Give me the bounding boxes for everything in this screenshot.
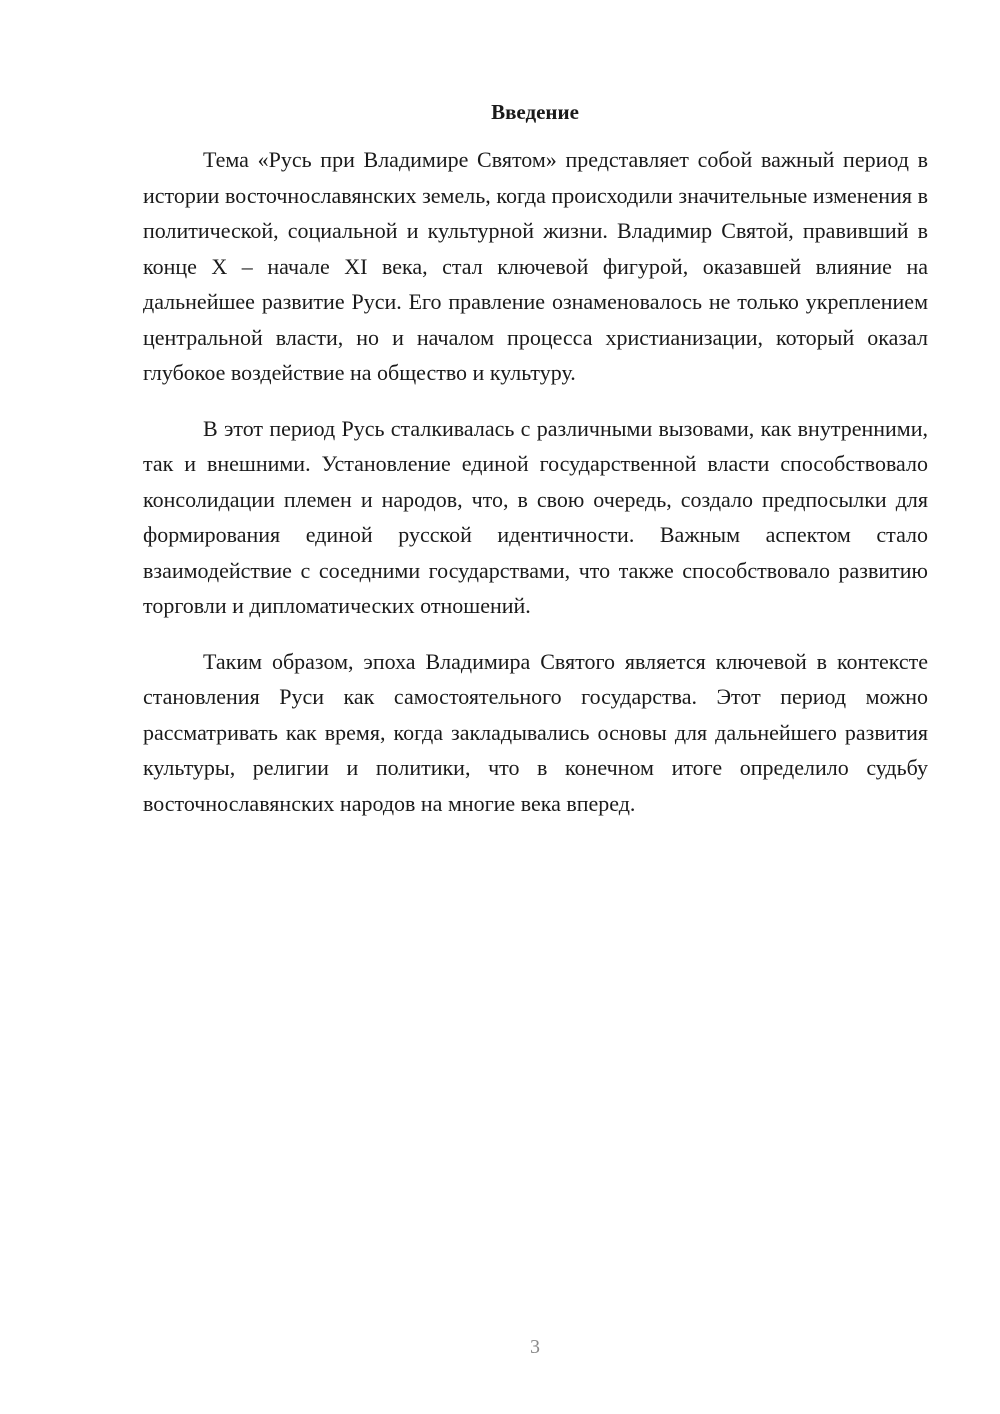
paragraph-1: Тема «Русь при Владимире Святом» представляет собой важный период в истории восточнославянских земель, когда происходили значительные изменения в политической, социальной и культурной жизни. Владимир Святой, правивший в конце X – начале XI века, стал ключевой фигурой, оказавшей влияние на дальнейшее развитие Руси. Его правление ознаменовалось не только укреплением центральной власти, но и началом процесса христианизации, который оказал глубокое воздействие на общество и культуру. bbox=[143, 147, 928, 385]
paragraph-3: Таким образом, эпоха Владимира Святого является ключевой в контексте становления Руси как самостоятельного государства. Этот период можно рассматривать как время, когда закладывались основы для дальнейшего развития культуры, религии и политики, что в конечном итоге определило судьбу восточнославянских народов на многие века вперед. bbox=[143, 648, 928, 816]
paragraph-2: В этот период Русь сталкивалась с различными вызовами, как внутренними, так и внешними. Установление единой государственной власти способствовало консолидации племен и народов, что, в свою очередь, создало предпосылки для формирования единой русской идентичности. Важным аспектом стало взаимодействие с соседними государствами, что также способствовало развитию торговли и дипломатических отношений. bbox=[143, 415, 928, 618]
page-number: 3 bbox=[530, 1336, 540, 1358]
section-title: Введение bbox=[491, 100, 579, 124]
body-text bbox=[143, 142, 928, 841]
